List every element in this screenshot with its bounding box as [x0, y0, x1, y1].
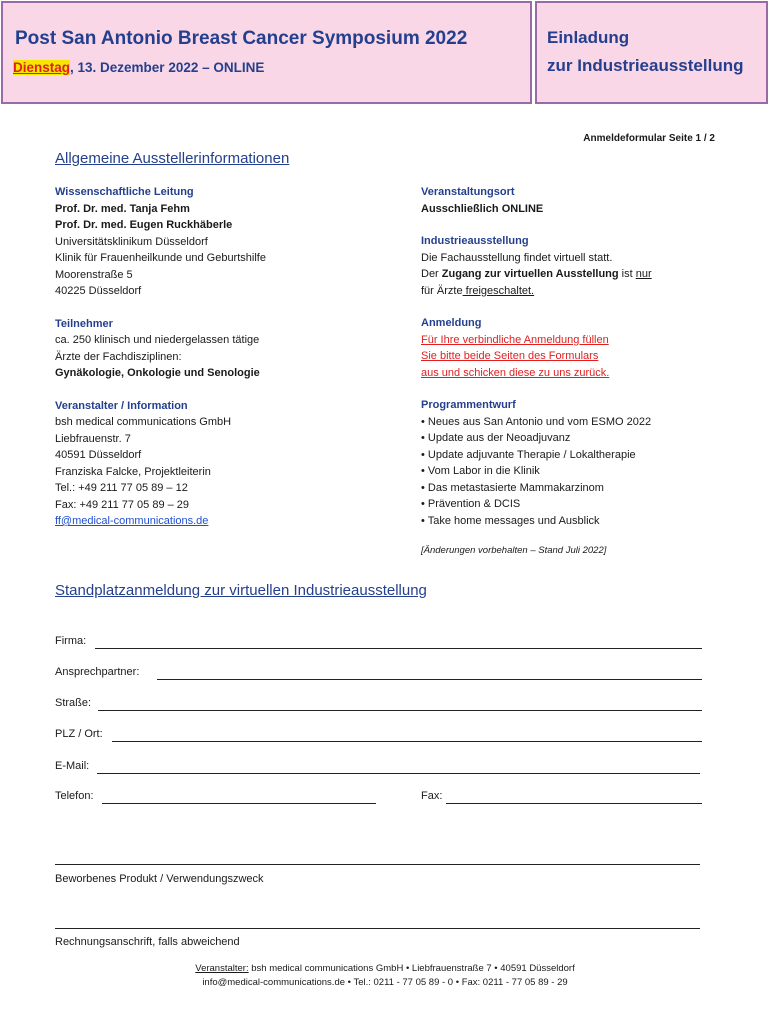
fax-input-line[interactable] — [446, 803, 702, 804]
leitung-label: Wissenschaftliche Leitung — [55, 186, 194, 198]
leitung-line: Universitätsklinikum Düsseldorf — [55, 235, 208, 248]
right-info-column — [421, 184, 652, 529]
plz-ort-label: PLZ / Ort: — [55, 728, 103, 740]
left-info-column — [55, 184, 266, 530]
programm-item: • Take home messages und Ausblick — [421, 514, 600, 527]
produkt-label: Beworbenes Produkt / Verwendungszweck — [55, 873, 264, 885]
section-registration-title: Standplatzanmeldung zur virtuellen Industrieausstellung — [55, 582, 427, 599]
ausstellung-access-line: Der Zugang zur virtuellen Ausstellung ist nur — [421, 268, 652, 280]
ansprechpartner-label: Ansprechpartner: — [55, 666, 140, 678]
email-label: E-Mail: — [55, 760, 90, 772]
teilnehmer-line: Ärzte der Fachdisziplinen: — [55, 350, 182, 363]
programm-item: • Update adjuvante Therapie / Lokaltherapie — [421, 448, 636, 461]
leitung-line: 40225 Düsseldorf — [55, 285, 142, 297]
rechnung-label: Rechnungsanschrift, falls abweichend — [55, 936, 240, 948]
programm-item: • Update aus der Neoadjuvanz — [421, 432, 571, 444]
date-text: , 13. Dezember 2022 – ONLINE — [70, 60, 265, 75]
firma-label: Firma: — [55, 635, 87, 647]
footer — [0, 962, 770, 990]
symposium-date — [13, 60, 264, 75]
anmeldung-line: Für Ihre verbindliche Anmeldung füllen — [421, 333, 609, 346]
ansprechpartner-input-line[interactable] — [157, 679, 702, 680]
footer-line-1: Veranstalter: bsh medical communications GmbH • Liebfrauenstraße 7 • 40591 Düsseldorf — [195, 963, 575, 974]
ausstellung-label: Industrieausstellung — [421, 235, 529, 247]
footer-line-2: info@medical-communications.de • Tel.: 0211 - 77 05 89 - 0 • Fax: 0211 - 77 05 89 - 29 — [202, 977, 568, 988]
symposium-title: Post San Antonio Breast Cancer Symposium 2022 — [15, 28, 468, 49]
programm-item: • Neues aus San Antonio und vom ESMO 2022 — [421, 415, 652, 428]
section-general-info-title: Allgemeine Ausstellerinformationen — [55, 150, 290, 167]
email-input-line[interactable] — [97, 773, 700, 774]
programm-item: • Prävention & DCIS — [421, 498, 521, 510]
invitation-line-1: Einladung — [547, 28, 630, 47]
plz-ort-input-line[interactable] — [112, 741, 702, 742]
firma-input-line[interactable] — [95, 648, 702, 649]
produkt-input-line[interactable] — [55, 864, 700, 865]
leitung-name: Prof. Dr. med. Eugen Ruckhäberle — [55, 219, 233, 231]
invitation-line-2: zur Industrieausstellung — [547, 56, 744, 75]
telefon-label: Telefon: — [55, 790, 94, 802]
veranstalter-line: Tel.: +49 211 77 05 89 – 12 — [55, 482, 188, 494]
programm-item: • Vom Labor in die Klinik — [421, 465, 540, 477]
header-invitation-box — [535, 1, 768, 104]
fax-label: Fax: — [421, 790, 443, 802]
veranstalter-line: 40591 Düsseldorf — [55, 449, 142, 461]
contact-email-link[interactable]: ff@medical-communications.de — [55, 515, 209, 527]
ort-label: Veranstaltungsort — [421, 186, 515, 198]
veranstalter-line: bsh medical communications GmbH — [55, 416, 232, 428]
programm-item: • Das metastasierte Mammakarzinom — [421, 481, 604, 494]
change-note: [Änderungen vorbehalten – Stand Juli 2022] — [421, 545, 607, 556]
ausstellung-access-line-2: für Ärzte freigeschaltet. — [421, 284, 535, 297]
veranstalter-line: Franziska Falcke, Projektleiterin — [55, 465, 211, 478]
teilnehmer-line: ca. 250 klinisch und niedergelassen tätige — [55, 334, 260, 346]
anmeldung-label: Anmeldung — [421, 317, 482, 329]
leitung-line: Moorenstraße 5 — [55, 268, 133, 281]
telefon-input-line[interactable] — [102, 803, 376, 804]
veranstalter-label: Veranstalter / Information — [55, 399, 188, 412]
weekday-highlight: Dienstag — [13, 60, 71, 75]
anmeldung-line: aus und schicken diese zu uns zurück. — [421, 366, 610, 379]
teilnehmer-label: Teilnehmer — [55, 317, 113, 330]
ort-value: Ausschließlich ONLINE — [421, 202, 544, 215]
page-reference: Anmeldeformular Seite 1 / 2 — [583, 133, 715, 144]
veranstalter-line: Liebfrauenstr. 7 — [55, 432, 131, 445]
anmeldung-line: Sie bitte beide Seiten des Formulars — [421, 350, 599, 362]
leitung-name: Prof. Dr. med. Tanja Fehm — [55, 202, 190, 215]
strasse-label: Straße: — [55, 697, 92, 709]
strasse-input-line[interactable] — [98, 710, 702, 711]
header-title-box — [1, 1, 532, 104]
rechnung-input-line[interactable] — [55, 928, 700, 929]
ausstellung-line: Die Fachausstellung findet virtuell statt. — [421, 251, 613, 264]
teilnehmer-disciplines: Gynäkologie, Onkologie und Senologie — [55, 367, 260, 379]
programm-label: Programmentwurf — [421, 399, 516, 411]
leitung-line: Klinik für Frauenheilkunde und Geburtshilfe — [55, 252, 266, 264]
veranstalter-line: Fax: +49 211 77 05 89 – 29 — [55, 498, 190, 511]
